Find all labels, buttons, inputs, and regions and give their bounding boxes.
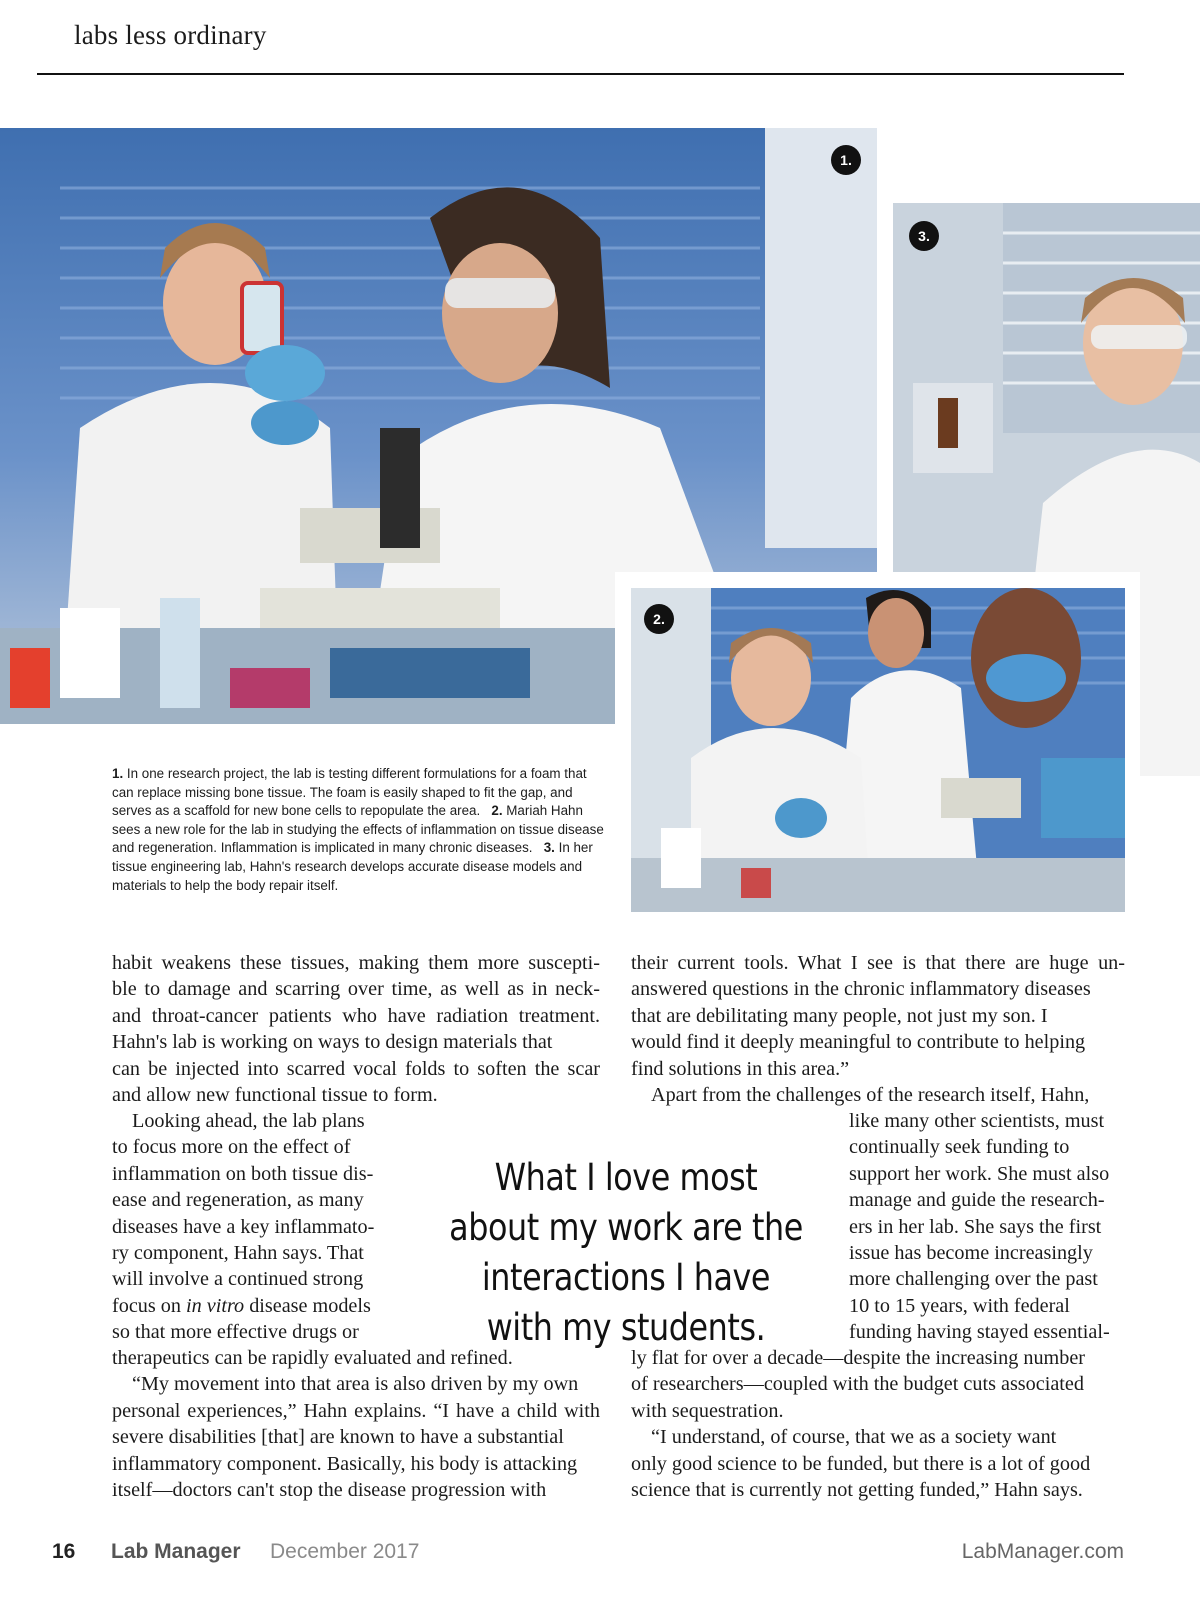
text-line: habit weakens these tissues, making them more suscepti- <box>112 952 600 974</box>
caption-number-2: 2. <box>491 803 503 819</box>
text-line: can be injected into scarred vocal folds to soften the scar <box>112 1057 600 1080</box>
text-line: inflammatory component. Basically, his body is attacking <box>112 1452 578 1475</box>
text-line: find solutions in this area.” <box>631 1057 850 1080</box>
text-line: diseases have a key inflammato- <box>112 1215 375 1238</box>
text-line: will involve a continued strong <box>112 1268 364 1291</box>
text-line: severe disabilities [that] are known to have a substantial <box>112 1426 564 1449</box>
text-line: Apart from the challenges of the research itself, Hahn, <box>651 1084 1090 1107</box>
right-column-bottom <box>631 1345 1125 1503</box>
text-line: personal experiences,” Hahn explains. “I have a child with <box>112 1399 600 1422</box>
section-title: labs less ordinary <box>74 20 267 50</box>
text-line: with sequestration. <box>631 1399 784 1422</box>
text-line: more challenging over the past <box>849 1268 1098 1291</box>
text-line: answered questions in the chronic inflammatory diseases <box>631 978 1091 1001</box>
magazine-name: Lab Manager <box>111 1540 241 1563</box>
photo-1-badge: 1. <box>831 145 861 175</box>
text-line: and allow new functional tissue to form. <box>112 1084 438 1107</box>
left-column-wrap <box>112 1108 384 1346</box>
text-line: inflammation on both tissue dis- <box>112 1162 374 1185</box>
text-line: ly flat for over a decade—despite the increasing number <box>631 1347 1086 1369</box>
text-line: and throat-cancer patients who have radiation treatment. <box>112 1004 600 1027</box>
right-column-top <box>631 950 1125 1108</box>
page-number: 16 <box>52 1540 76 1563</box>
text-line: that are debilitating many people, not just my son. I <box>631 1004 1048 1027</box>
text-line: “My movement into that area is also driven by my own <box>132 1373 579 1396</box>
issue-date: December 2017 <box>270 1540 420 1563</box>
text-line: science that is currently not getting funded,” Hahn says. <box>631 1479 1083 1502</box>
caption-number-1: 1. <box>112 766 124 781</box>
photo-2-badge: 2. <box>644 604 674 634</box>
text-line: would find it deeply meaningful to contribute to helping <box>631 1031 1086 1054</box>
caption-text-2: Mariah Hahn sees a new role for the lab in studying the effects of inflammation on tissue disease and regeneration. Inflammation is implicated in many chronic diseases. <box>112 803 604 856</box>
lab-photo-2 <box>631 588 1125 912</box>
text-line: only good science to be funded, but there is a lot of good <box>631 1452 1091 1475</box>
caption-number-3: 3. <box>543 840 555 856</box>
text-line: of researchers—coupled with the budget cuts associated <box>631 1373 1084 1396</box>
text-line: ers in her lab. She says the first <box>849 1215 1102 1238</box>
text-line: continually seek funding to <box>849 1136 1070 1159</box>
text-line: funding having stayed essential- <box>849 1321 1110 1344</box>
text-line: ease and regeneration, as many <box>112 1189 364 1212</box>
caption-text-1: In one research project, the lab is testing different formulations for a foam that can replace missing bone tissue. The foam is easily shaped to fit the gap, and serves as a scaffold for new bone cells to repopulate the area. <box>112 766 587 819</box>
text-line: so that more effective drugs or <box>112 1321 359 1344</box>
right-column-wrap <box>849 1108 1125 1346</box>
header-rule <box>37 73 1124 75</box>
photo-caption <box>112 765 610 895</box>
text-line: their current tools. What I see is that there are huge un- <box>631 952 1125 974</box>
site-url: LabManager.com <box>961 1540 1124 1563</box>
text-fragment: disease models <box>244 1294 371 1317</box>
text-line: therapeutics can be rapidly evaluated and refined. <box>112 1347 513 1369</box>
caption-text-3: In her tissue engineering lab, Hahn's research develops accurate disease models and materials to help the body repair itself. <box>112 840 593 893</box>
photo-3-badge: 3. <box>909 221 939 251</box>
left-column-top <box>112 950 600 1108</box>
text-line: ble to damage and scarring over time, as well as in neck- <box>112 978 600 1001</box>
text-line: Looking ahead, the lab plans <box>132 1110 365 1132</box>
text-line: issue has become increasingly <box>849 1242 1093 1265</box>
pull-quote: What I love most about my work are the interactions I have with my students. <box>449 1156 803 1349</box>
text-fragment: focus on <box>112 1294 187 1317</box>
text-line: support her work. She must also <box>849 1162 1110 1185</box>
text-line: like many other scientists, must <box>849 1110 1105 1132</box>
left-column-bottom <box>112 1345 600 1503</box>
italic-term: in vitro <box>186 1294 245 1317</box>
text-line <box>112 1293 384 1319</box>
text-line: ry component, Hahn says. That <box>112 1242 364 1265</box>
text-line: to focus more on the effect of <box>112 1136 351 1159</box>
text-line: manage and guide the research- <box>849 1189 1105 1212</box>
text-line: 10 to 15 years, with federal <box>849 1294 1070 1317</box>
text-line: Hahn's lab is working on ways to design materials that <box>112 1031 553 1054</box>
text-line: itself—doctors can't stop the disease progression with <box>112 1479 547 1502</box>
text-line: “I understand, of course, that we as a society want <box>651 1426 1057 1449</box>
